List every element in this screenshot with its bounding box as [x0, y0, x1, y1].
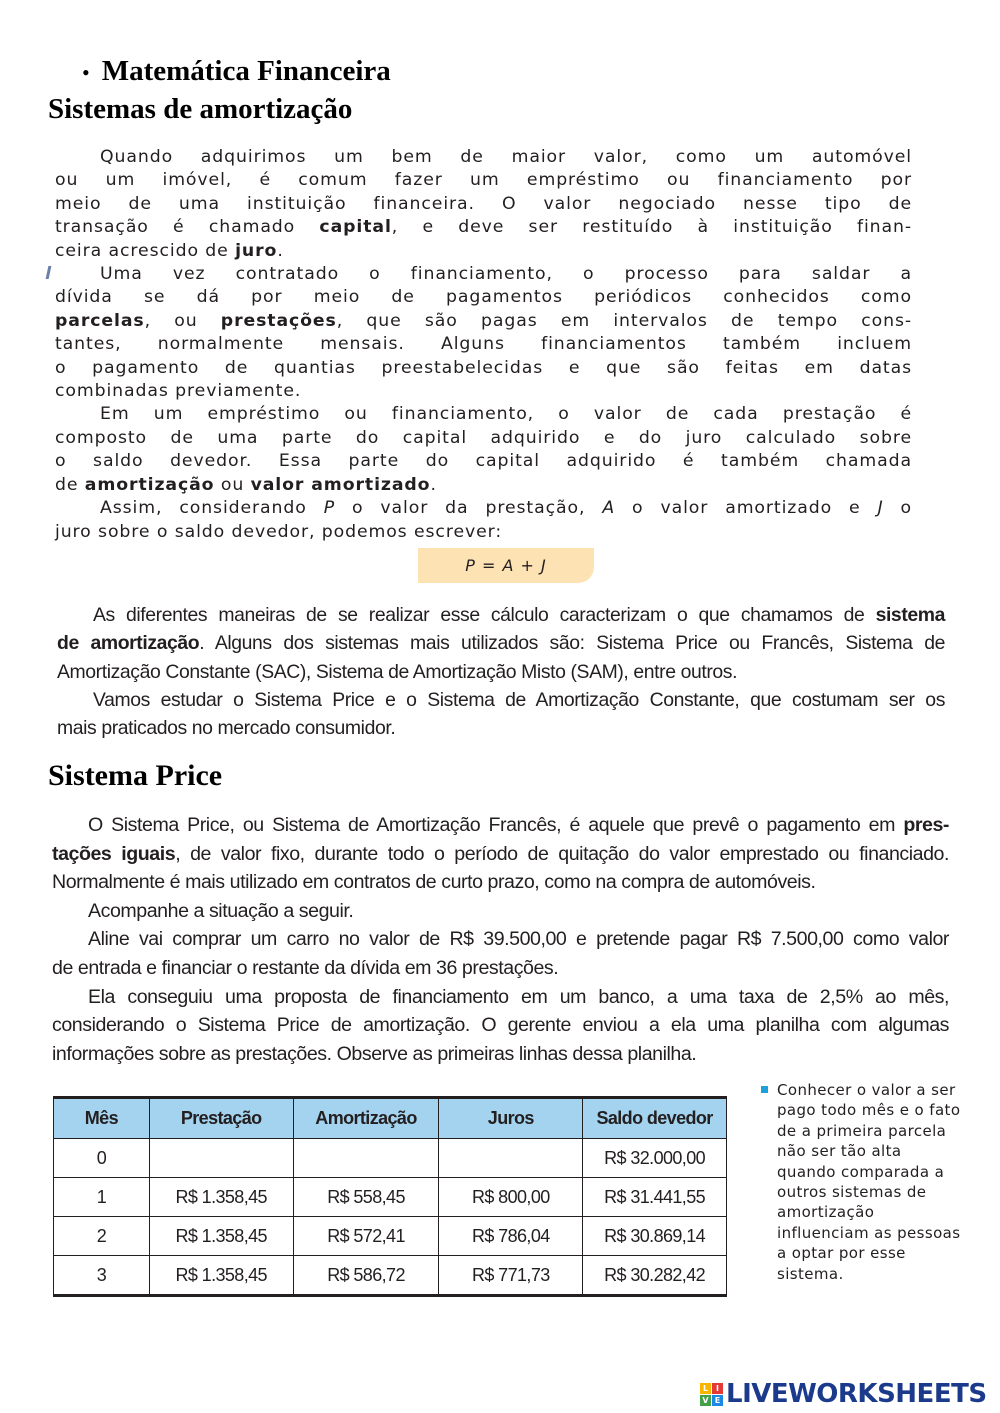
- cell-month: 1: [54, 1178, 150, 1217]
- intro-line: ou um imóvel, é comum fazer um empréstimo ou financiamento por: [55, 170, 912, 191]
- price-line: tações iguais, de valor fixo, durante todo o período de quitação do valor emprestado ou financiado.: [52, 842, 949, 865]
- price-line: O Sistema Price, ou Sistema de Amortização Francês, é aquele que prevê o pagamento em pres-: [88, 814, 949, 836]
- cell-balance: R$ 31.441,55: [583, 1178, 727, 1217]
- cell-installment: [149, 1139, 293, 1178]
- price-line: de entrada e financiar o restante da dívida em 36 prestações.: [52, 956, 559, 979]
- intro-line: meio de uma instituição financeira. O valor negociado nesse tipo de: [55, 193, 912, 214]
- price-line: Ela conseguiu uma proposta de financiamento em um banco, a uma taxa de 2,5% ao mês,: [88, 985, 949, 1008]
- bullet-dot: •: [82, 60, 90, 85]
- system-line: Amortização Constante (SAC), Sistema de Amortização Misto (SAM), entre outros.: [57, 660, 738, 683]
- logo-letter: I: [712, 1383, 723, 1394]
- intro-line: juro sobre o saldo devedor, podemos escrever:: [55, 521, 503, 542]
- header-interest: Juros: [439, 1098, 583, 1139]
- cell-month: 2: [54, 1217, 150, 1256]
- intro-line: combinadas previamente.: [55, 381, 302, 402]
- intro-line: ceira acrescido de juro.: [55, 240, 284, 261]
- intro-line: o pagamento de quantias preestabelecidas e que são feitas em datas: [55, 357, 912, 378]
- cell-installment: R$ 1.358,45: [149, 1178, 293, 1217]
- watermark-text: LIVEWORKSHEETS: [726, 1379, 987, 1409]
- cell-interest: R$ 800,00: [439, 1178, 583, 1217]
- intro-line: Uma vez contratado o financiamento, o processo para saldar a: [100, 264, 912, 285]
- cell-month: 0: [54, 1139, 150, 1178]
- header-month: Mês: [54, 1098, 150, 1139]
- header-installment: Prestação: [149, 1098, 293, 1139]
- cell-balance: R$ 30.282,42: [583, 1256, 727, 1296]
- cell-amortization: [293, 1139, 439, 1178]
- header-amortization: Amortização: [293, 1098, 439, 1139]
- topic-bullet-item: [82, 54, 391, 90]
- intro-text-block: [55, 146, 912, 544]
- cell-installment: R$ 1.358,45: [149, 1256, 293, 1296]
- cell-installment: R$ 1.358,45: [149, 1217, 293, 1256]
- cell-amortization: R$ 558,45: [293, 1178, 439, 1217]
- intro-line: o saldo devedor. Essa parte do capital adquirido é também chamada: [55, 451, 912, 472]
- intro-line: composto de uma parte do capital adquirido e do juro calculado sobre: [55, 427, 912, 448]
- system-line: Vamos estudar o Sistema Price e o Sistema de Amortização Constante, que costumam ser os: [93, 688, 945, 711]
- cell-interest: R$ 786,04: [439, 1217, 583, 1256]
- table-row: [54, 1256, 727, 1296]
- price-table: [53, 1096, 727, 1297]
- system-line: As diferentes maneiras de se realizar esse cálculo caracterizam o que chamamos de sistema: [93, 604, 945, 626]
- intro-line: parcelas, ou prestações, que são pagas em intervalos de tempo cons-: [55, 310, 912, 331]
- price-line: informações sobre as prestações. Observe as primeiras linhas dessa planilha.: [52, 1042, 697, 1065]
- logo-letter: E: [712, 1395, 723, 1406]
- logo-letter: L: [700, 1383, 711, 1394]
- liveworksheets-watermark: [700, 1378, 987, 1410]
- price-line: Acompanhe a situação a seguir.: [88, 899, 354, 922]
- intro-line: Em um empréstimo ou financiamento, o valor de cada prestação é: [100, 404, 912, 425]
- logo-letter: V: [700, 1395, 711, 1406]
- price-line: Normalmente é mais utilizado em contratos de curto prazo, como na compra de automóveis.: [52, 871, 816, 894]
- price-line: considerando o Sistema Price de amortização. O gerente enviou a ela uma planilha com algumas: [52, 1014, 949, 1037]
- price-text-block: [52, 811, 949, 1068]
- table-row: [54, 1217, 727, 1256]
- intro-line: Assim, considerando P o valor da prestação, A o valor amortizado e J o: [100, 498, 912, 519]
- section-heading-price: Sistema Price: [48, 759, 223, 792]
- intro-line: de amortização ou valor amortizado.: [55, 474, 437, 495]
- system-text-block: [57, 601, 945, 742]
- intro-line: transação é chamado capital, e deve ser restituído à instituição finan-: [55, 217, 912, 238]
- section-heading-amortization: Sistemas de amortização: [48, 93, 353, 125]
- header-balance: Saldo devedor: [583, 1098, 727, 1139]
- note-bullet-icon: [761, 1086, 768, 1093]
- topic-title: Matemática Financeira: [101, 55, 391, 87]
- system-line: mais praticados no mercado consumidor.: [57, 717, 396, 740]
- intro-line: Quando adquirimos um bem de maior valor, como um automóvel: [100, 147, 912, 167]
- liveworksheets-logo-icon: [700, 1383, 723, 1406]
- cell-interest: [439, 1139, 583, 1178]
- cell-balance: R$ 30.869,14: [583, 1217, 727, 1256]
- cell-amortization: R$ 586,72: [293, 1256, 439, 1296]
- cell-amortization: R$ 572,41: [293, 1217, 439, 1256]
- cell-balance: R$ 32.000,00: [583, 1139, 727, 1178]
- cell-interest: R$ 771,73: [439, 1256, 583, 1296]
- formula-box: P = A + J: [418, 548, 594, 583]
- table-row: [54, 1139, 727, 1178]
- cell-month: 3: [54, 1256, 150, 1296]
- table-header-row: [54, 1098, 727, 1139]
- side-note-text: Conhecer o valor a ser pago todo mês e o fato de a primeira parcela não ser tão alta quando comparada a outros sistemas de amortização influenciam as pessoas a optar por esse sistema.: [777, 1081, 961, 1283]
- intro-line: tantes, normalmente mensais. Alguns financiamentos também incluem: [55, 334, 912, 355]
- margin-mark: [46, 266, 52, 279]
- side-note: [761, 1080, 961, 1284]
- table-row: [54, 1178, 727, 1217]
- system-line: de amortização. Alguns dos sistemas mais utilizados são: Sistema Price ou Francês, Sistema de: [57, 632, 945, 655]
- intro-line: dívida se dá por meio de pagamentos periódicos conhecidos como: [55, 287, 912, 308]
- price-line: Aline vai comprar um carro no valor de R$ 39.500,00 e pretende pagar R$ 7.500,00 como valor: [88, 928, 949, 951]
